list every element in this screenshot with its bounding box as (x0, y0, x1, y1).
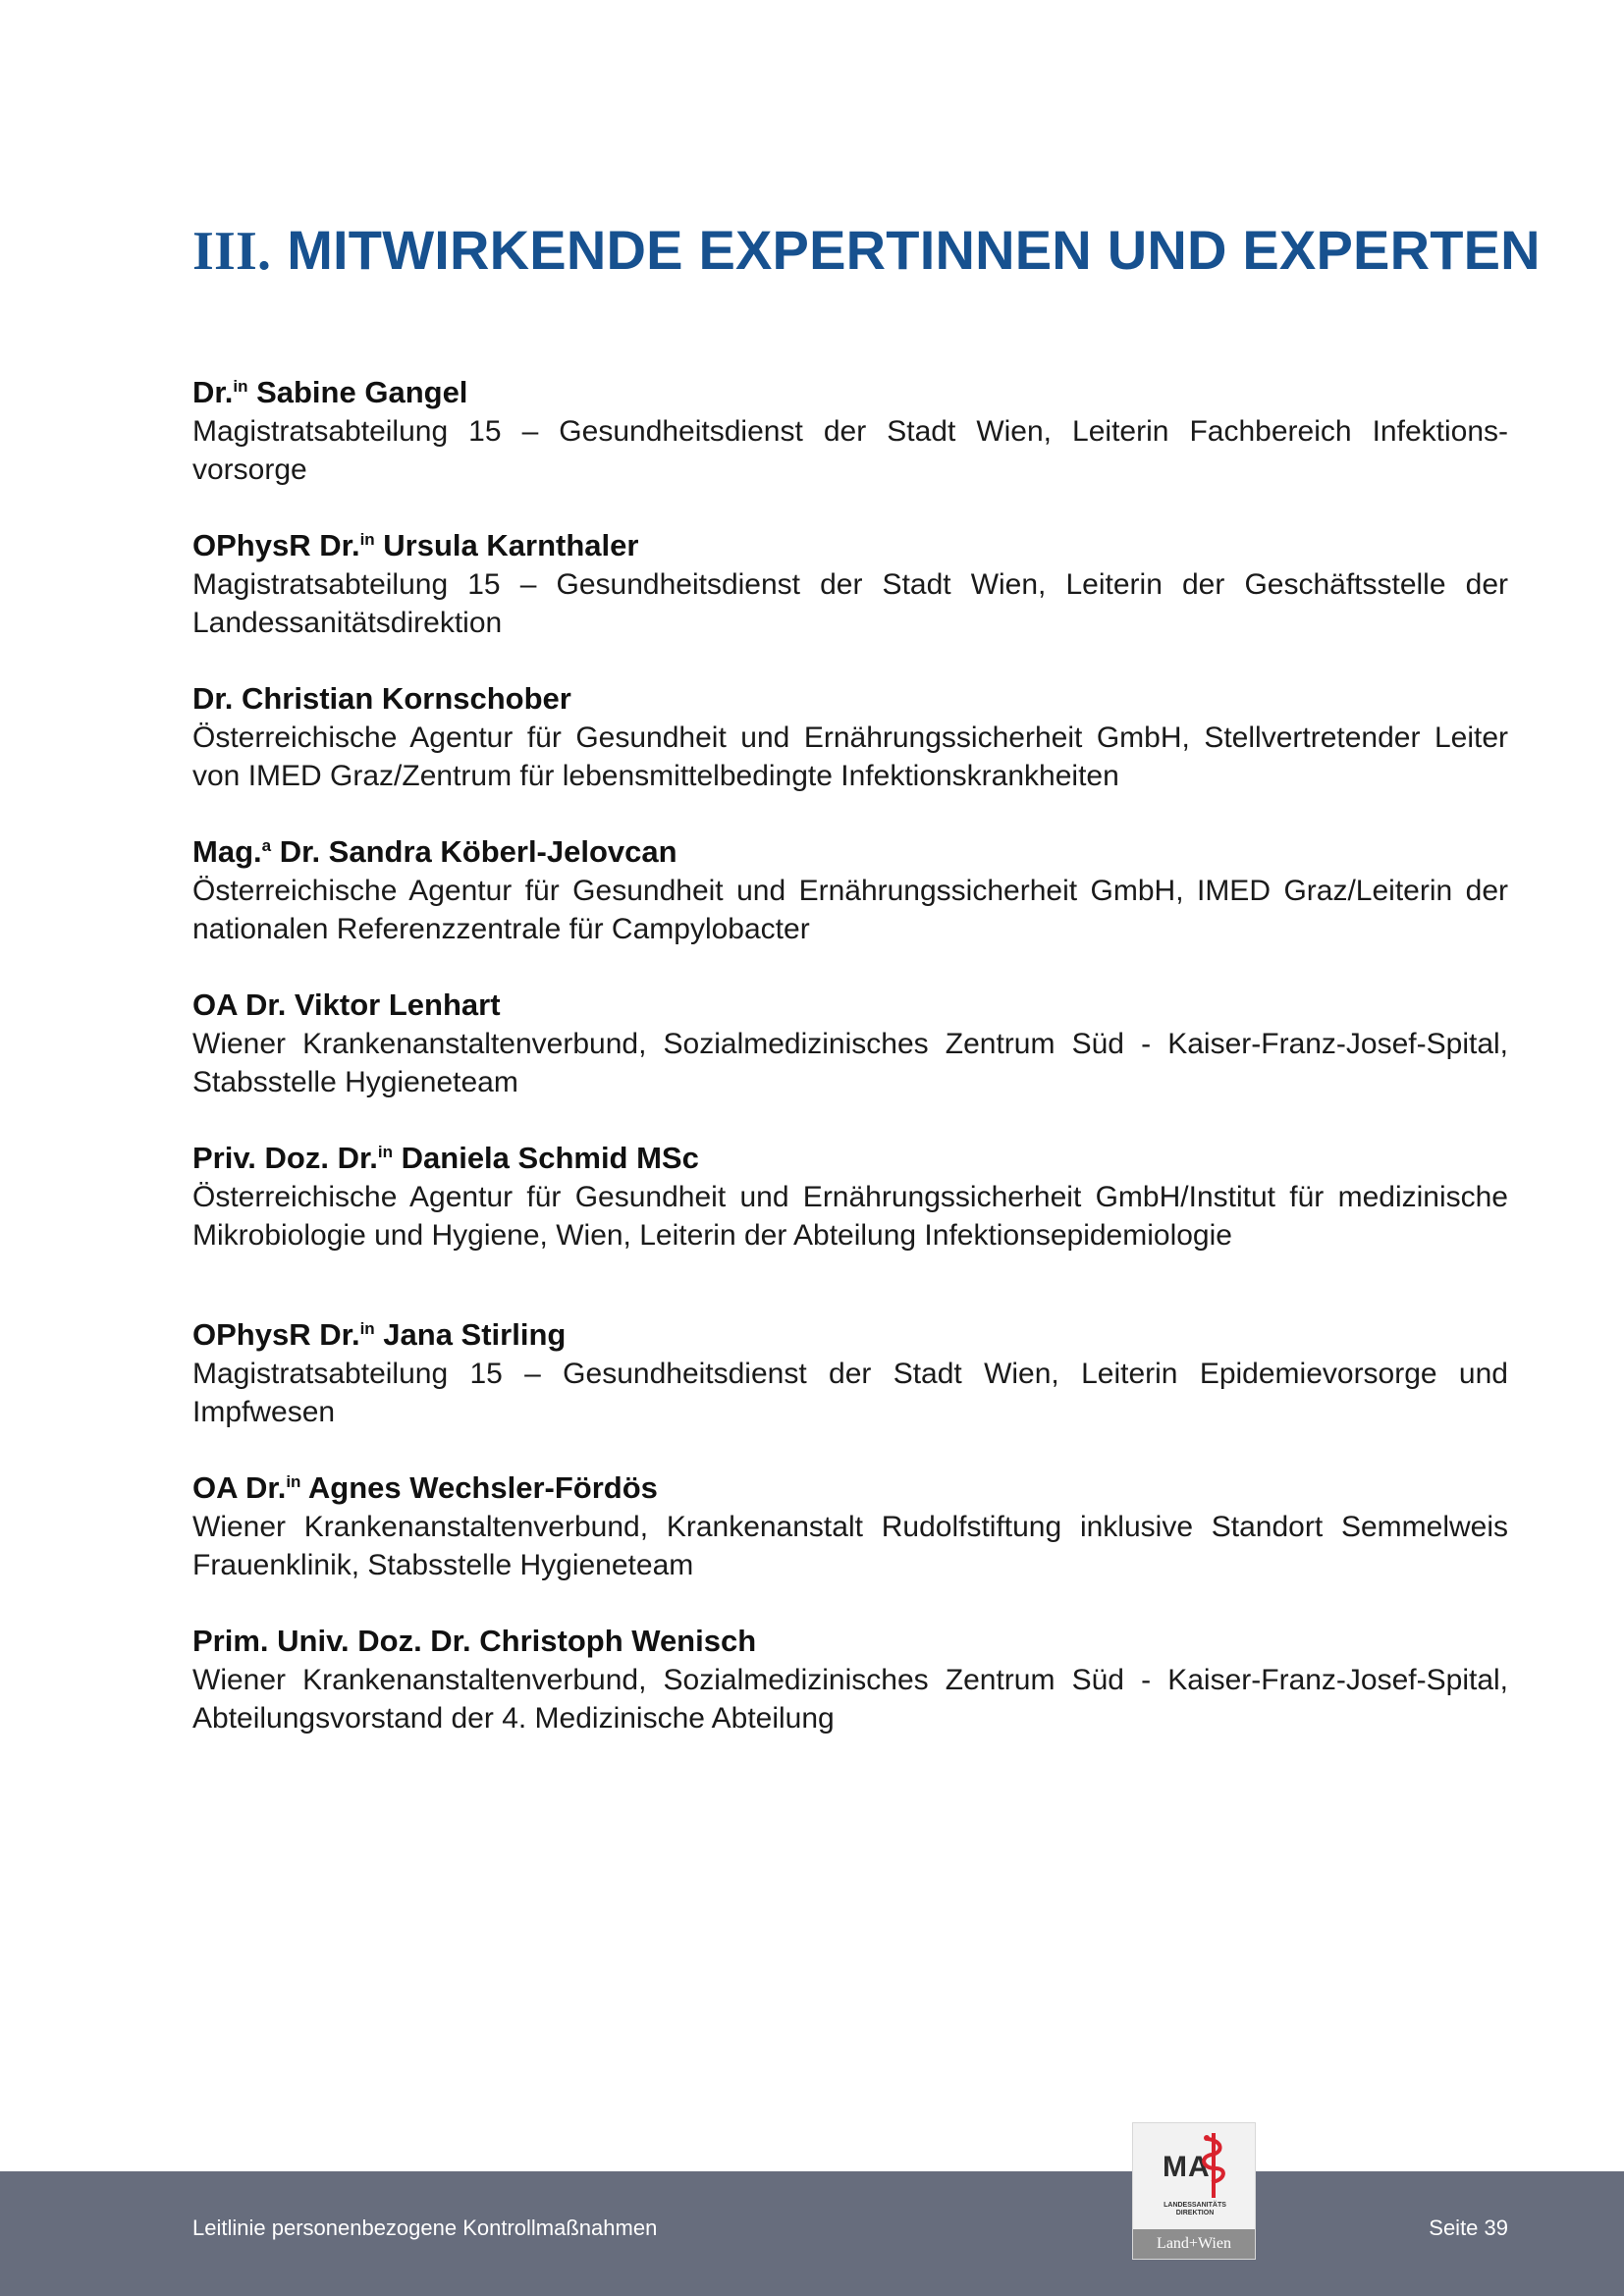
expert-affiliation: Magistratsabteilung 15 – Gesundheitsdienst der Stadt Wien, Leiterin Fachbereich Infektions-vorsorge (192, 415, 1508, 486)
logo-mark: MA (1163, 2151, 1211, 2183)
expert-name: OA Dr. Viktor Lenhart (192, 988, 501, 1022)
expert-list (192, 373, 1508, 1775)
expert-affiliation: Wiener Krankenanstaltenverbund, Sozialmedizinisches Zentrum Süd - Kaiser-Franz-Josef-Spital, Abteilungsvorstand der 4. Medizinische Abteilung (192, 1664, 1508, 1735)
footer-page-number: Seite 39 (1429, 2216, 1508, 2240)
expert-affiliation: Österreichische Agentur für Gesundheit und Ernährungssicherheit GmbH, Stellvertretender Leiter von IMED Graz/Zentrum für lebensmittelbedingte Infektionskrankheiten (192, 721, 1508, 792)
expert-entry (192, 1315, 1508, 1431)
expert-entry (192, 1468, 1508, 1584)
expert-entry (192, 1139, 1508, 1255)
expert-affiliation: Magistratsabteilung 15 – Gesundheitsdienst der Stadt Wien, Leiterin Epidemievorsorge und Impfwesen (192, 1358, 1508, 1428)
expert-name: Priv. Doz. Dr.$^{in}$ Daniela Schmid MSc (192, 1141, 699, 1175)
landessanitaetsdirektion-logo (1132, 2122, 1256, 2260)
expert-name: Dr. Christian Kornschober (192, 681, 571, 716)
page-footer (0, 2171, 1624, 2296)
expert-entry (192, 1622, 1508, 1737)
expert-entry (192, 373, 1508, 489)
expert-entry (192, 679, 1508, 795)
logo-subtitle: LANDESSANITÄTS DIREKTION (1164, 2202, 1226, 2216)
expert-affiliation: Wiener Krankenanstaltenverbund, Krankenanstalt Rudolfstiftung inklusive Standort Semmelweis Frauenklinik, Stabsstelle Hygieneteam (192, 1511, 1508, 1581)
expert-affiliation: Österreichische Agentur für Gesundheit und Ernährungssicherheit GmbH/Institut für medizinische Mikrobiologie und Hygiene, Wien, Leiterin der Abteilung Infektionsepidemiologie (192, 1181, 1508, 1252)
expert-name: OPhysR Dr.$^{in}$ Jana Stirling (192, 1317, 567, 1352)
expert-affiliation: Österreichische Agentur für Gesundheit und Ernährungssicherheit GmbH, IMED Graz/Leiterin der nationalen Referenzzentrale für Campylobacter (192, 875, 1508, 945)
logo-bar: Land+Wien (1133, 2229, 1255, 2259)
footer-document-title: Leitlinie personenbezogene Kontrollmaßnahmen (192, 2216, 658, 2240)
expert-entry (192, 986, 1508, 1101)
expert-name: Prim. Univ. Doz. Dr. Christoph Wenisch (192, 1624, 757, 1658)
staff-of-asclepius-icon (1194, 2129, 1233, 2200)
expert-affiliation: Magistratsabteilung 15 – Gesundheitsdienst der Stadt Wien, Leiterin der Geschäftsstelle der Landessanitätsdirektion (192, 568, 1508, 639)
expert-entry (192, 526, 1508, 642)
expert-name: OA Dr.$^{in}$ Agnes Wechsler-Fördös (192, 1470, 658, 1505)
expert-affiliation: Wiener Krankenanstaltenverbund, Sozialmedizinisches Zentrum Süd - Kaiser-Franz-Josef-Spital, Stabsstelle Hygieneteam (192, 1028, 1508, 1098)
section-title (192, 218, 1541, 283)
expert-entry (192, 832, 1508, 948)
expert-name: Dr.$^{in}$ Sabine Gangel (192, 375, 468, 409)
section-title-text: MITWIRKENDE EXPERTINNEN UND EXPERTEN (287, 219, 1541, 281)
section-numeral: III. (192, 221, 272, 282)
expert-name: Mag.$^a$ Dr. Sandra Köberl-Jelovcan (192, 834, 677, 869)
expert-name: OPhysR Dr.$^{in}$ Ursula Karnthaler (192, 528, 639, 562)
